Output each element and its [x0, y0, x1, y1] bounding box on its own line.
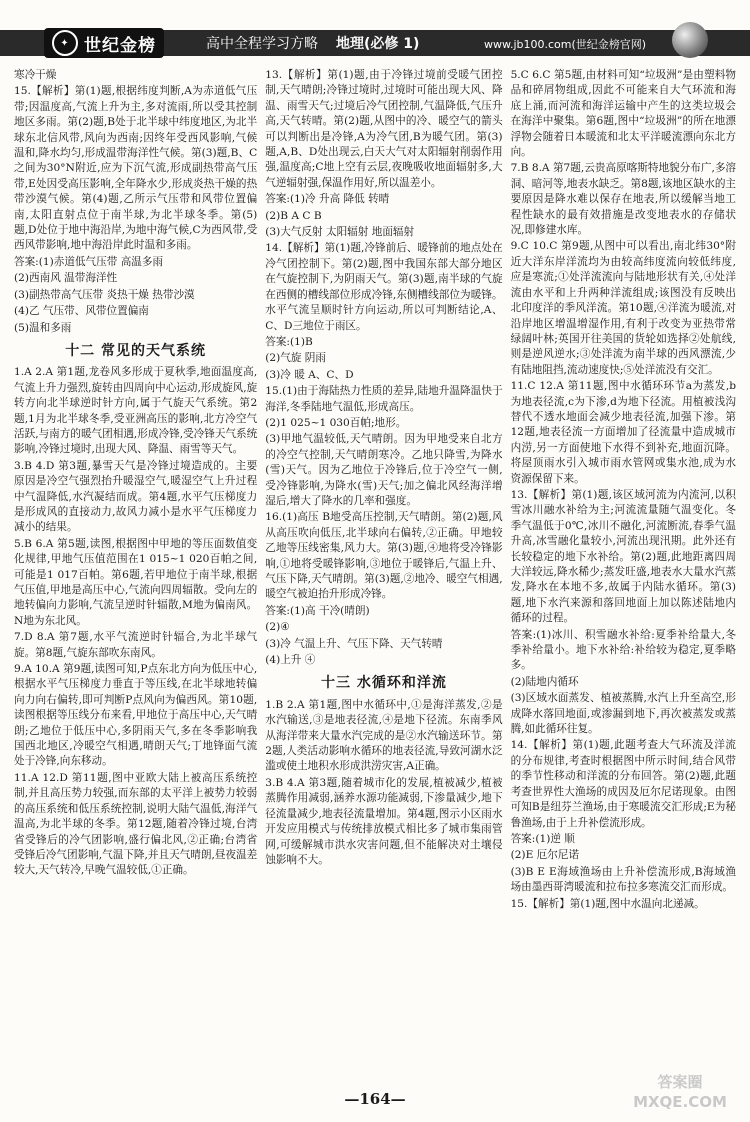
answer-paragraph: (2)E 厄尔尼诺: [510, 849, 580, 862]
answer-paragraph: 1.B 2.A 第1题,图中水循环中,①是海洋蒸发,②是水汽输送,③是地表径流,④是地下径流。东南季风从海洋带来大量水汽完成的是②水汽输送环节。第2题,人类活动影响水循环的地表径流,导致河湖水泛滥或使土地积水形成洪涝灾害,A正确。: [265, 698, 503, 773]
website-url: www.jb100.com(世纪金榜官网): [484, 38, 647, 51]
answer-paragraph: 7.D 8.A 第7题,水平气流逆时针辐合,为北半球气旋。第8题,气旋东部吹东南风。: [14, 631, 258, 659]
column-middle: [265, 68, 502, 1078]
answer-paragraph: 13.【解析】第(1)题,该区域河流为内流河,以积雪冰川融水补给为主;河流流量随气温变化。冬季气温低于0℃,冰川不融化,河流断流,春季气温升高,冰雪融化量较小,河流出现汛期。此外还有长较稳定的地下水补给。第(2)题,此地距离四周大洋较远,降水稀少;蒸发旺盛,地表水大量水汽蒸发,降水在本地不多,故属于内陆水循环。第(3)题,地下水汽来源和落回地面上加以陈述陆地内循环的过程。: [510, 488, 737, 625]
answer-paragraph: 寒冷干燥: [14, 69, 57, 81]
answer-paragraph: (3)甲地气温较低,天气晴朗。因为甲地受来自北方的冷空气控制,天气晴朗寒冷。乙地只降雪,为降水(雪)天气。因为乙地位于冷锋后,位于冷空气一侧,受冷锋影响,为降水(雪)天气;加之偏北风经海洋增湿后,增大了降水的几率和强度。: [265, 433, 503, 507]
answer-paragraph: (2)西南风 温带海洋性: [14, 272, 118, 285]
answer-paragraph: (3)冷 暖 A、C、D: [265, 368, 354, 381]
watermark-logo: [620, 1072, 740, 1116]
answer-paragraph: 3.B 4.D 第3题,暴雪天气是冷锋过境造成的。主要原因是冷空气强烈抬升暖湿空气,暖湿空气上升过程中气温降低,水汽凝结而成。第4题,水平气压梯度力是形成风的直接动力,故风力减小是水平气压梯度力减小的结果。: [14, 459, 258, 534]
answer-paragraph: (3)副热带高气压带 炎热干燥 热带沙漠: [14, 288, 195, 301]
answer-paragraph: 5.B 6.A 第5题,读图,根据图中甲地的等压面数值变化规律,甲地气压值范围在1 015~1 020百帕之间,可能是1 017百帕。第6题,若甲地位于南半球,根据气压值,甲地是高压中心,气流向四周辐散。受向左的地转偏向力影响,气流呈逆时针辐散,M地为偏南风。N地为东北风。: [14, 537, 258, 627]
column-left: [14, 68, 257, 1078]
answer-paragraph: 答案:(1)逆 顺: [510, 832, 575, 845]
answer-paragraph: 13.【解析】第(1)题,由于冷锋过境前受暖气团控制,天气晴朗;冷锋过境时,过境时可能出现大风、降温、雨雪天气;过境后冷气团控制,气温降低,气压升高,天气转晴。第(2)题,从图中的冷、暖空气的箭头可以判断出是冷锋,A为冷气团,B为暖气团。第(3)题,A,B、D处出现云,白天大气对太阳辐射削弱作用强,温度高;C地上空有云层,夜晚吸收地面辐射多,大气逆辐射强,保温作用好,所以温差小。: [265, 69, 503, 189]
answer-paragraph: 15.(1)由于海陆热力性质的差异,陆地升温降温快于海洋,冬季陆地气温低,形成高压。: [265, 385, 503, 413]
answer-paragraph: 1.A 2.A 第1题,龙卷风多形成于夏秋季,地面温度高,气流上升力强烈,旋转由四周向中心运动,形成旋风,旋转方向北半球逆时针方向,属于气旋天气系统。第2题,1月为北半球冬季,受亚洲高压的影响,北方冷空气活跃,与南方的暖气团相遇,形成冷锋,受冷锋天气系统影响,冷锋过境时,出现大风、降温、雨雪等天气。: [14, 366, 258, 456]
answer-paragraph: 14.【解析】第(1)题,此题考查大气环流及洋流的分布规律,考查时根据图中所示时间,结合风带的季节性移动和洋流的分布回答。第(2)题,此题考查世界性大渔场的成因及厄尔尼诺现象。由图可知B是纽芬兰渔场,由于寒暖流交汇形成;E为秘鲁渔场,由于上升补偿流形成。: [510, 739, 737, 829]
answer-paragraph: 15.【解析】第(1)题,图中水温向北递减。: [510, 897, 705, 910]
answer-paragraph: 15.【解析】第(1)题,根据纬度判断,A为赤道低气压带;因温度高,气流上升为主,多对流雨,所以受其控制地区多雨。第(2)题,B处于北半球中纬度地区,为北半球东北信风带,风向为西南;因终年受西风影响,气候温和,降水均匀,形成温带海洋性气候。第(3)题,B、C之间为30°N附近,应为下沉气流,形成副热带高气压带,E处因受高压影响,全年降水少,形成炎热干燥的热带沙漠气候。第(4)题,乙所示气压带和风带位置偏南,太阳直射点位于南半球,为北半球冬季。第(5)题,D处位于地中海沿岸,为地中海气候,C为西风带,受西风带影响,地中海沿岸此时温和多雨。: [14, 85, 258, 252]
book-subject: 地理(必修 1): [336, 36, 420, 52]
page-header: [0, 0, 750, 64]
answer-paragraph: (2)④: [265, 621, 290, 634]
answer-paragraph: (2)1 025~1 030百帕;地形。: [265, 416, 407, 429]
answer-paragraph: 答案:(1)赤道低气压带 高温多雨: [14, 255, 164, 268]
answer-paragraph: (3)大气反射 太阳辐射 地面辐射: [265, 226, 415, 239]
answer-page: [14, 68, 736, 1078]
answer-paragraph: 11.A 12.D 第11题,图中亚欧大陆上被高压系统控制,并且高压势力较强,而东部的太平洋上被势力较弱的高压系统和低压系统控制,说明大陆气温低,海洋气温高,为北半球的冬季。第12题,随着冷锋过境,台湾省受锋后的冷气团影响,盛行偏北风,②正确;台湾省受锋后冷气团影响,气温下降,并且天气晴朗,昼夜温差较大,天气转冷,早晚气温较低,①正确。: [14, 771, 258, 877]
answer-paragraph: (2)气旋 阴雨: [265, 352, 326, 365]
answer-paragraph: 11.C 12.A 第11题,图中水循环环节a为蒸发,b为地表径流,c为下渗,d为地下径流。用植被浅沟替代不透水地面会减少地表径流,加强下渗。第12题,地表径流一方面增加了径流量中造成城市内涝,另一方面使地下水得不到补充,地面沉降。将屋顶雨水引入城市雨水管网或集水池,成为水资源保留下来。: [510, 380, 737, 485]
page-number: —164—: [344, 1090, 406, 1108]
answer-paragraph: 16.(1)高压 B地受高压控制,天气晴朗。第(2)题,风从高压吹向低压,北半球向右偏转,②正确。甲地较乙地等压线密集,风力大。第(3)题,④地将受冷锋影响,①地将受暖锋影响,③地位于暖锋后,气温上升、气压下降,天气晴朗。第(3)题,②地冷、暖空气相遇,暖空气被迫抬升形成冷锋。: [265, 511, 503, 601]
answer-paragraph: (3)区域水面蒸发、植被蒸腾,水汽上升至高空,形成降水落回地面,或渗漏到地下,再次被蒸发或蒸腾,如此循环往复。: [510, 692, 737, 736]
brand-logo: [44, 28, 164, 58]
answer-paragraph: 14.【解析】第(1)题,冷锋前后、暖锋前的地点处在冷气团控制下。第(2)题,图中我国东部大部分地区在气旋控制下,为阴雨天气。第(3)题,南半球的气旋在西侧的槽线部位形成冷锋,东侧槽线部位为暖锋。水平气流呈顺时针方向运动,所以可判断结论,A、C、D三地位于雨区。: [265, 242, 503, 332]
answer-paragraph: (2)陆地内循环: [510, 675, 579, 688]
answer-paragraph: 答案:(1)高 干冷(晴朗): [265, 604, 370, 617]
globe-icon: [672, 22, 708, 58]
section-heading: 十二 常见的天气系统: [65, 342, 207, 359]
answer-paragraph: 3.B 4.A 第3题,随着城市化的发展,植被减少,植被蒸腾作用减弱,涵养水源功能减弱,下渗量减少,地下径流量减少,地表径流量增加。第4题,图示小区雨水开发应用模式与传统排放模式相比多了城市集雨管网,可缓解城市洪水灾害问题,但不能解决对土壤侵蚀影响不大。: [265, 776, 503, 866]
answer-paragraph: (4)乙 气压带、风带位置偏南: [14, 305, 149, 318]
answer-paragraph: (3)B E E海域渔场由上升补偿流形成,B海域渔场由墨西哥湾暖流和拉布拉多寒流交汇而形成。: [510, 865, 737, 894]
answer-paragraph: 9.A 10.A 第9题,读图可知,P点东北方向为低压中心,根据水平气压梯度力垂直于等压线,在北半球地转偏向力向右偏转,即可判断P点风向为偏西风。第10题,读图根据等压线分布来看,甲地位于高压中心,天气晴朗;乙地位于低压中心,多阴雨天气,多在冬季影响我国西北地区,冷暖空气相遇,晴朗天气;丁地锋面气流处于冷锋,向东移动。: [14, 663, 258, 768]
answer-paragraph: 答案:(1)B: [265, 335, 313, 348]
answer-paragraph: (5)温和多雨: [14, 321, 72, 334]
column-right: [511, 68, 736, 1078]
section-heading: 十三 水循环和洋流: [320, 675, 447, 692]
answer-paragraph: (3)冷 气温上升、气压下降、天气转晴: [265, 637, 443, 650]
watermark-line2: MXQE.COM: [633, 1093, 727, 1111]
book-subtitle: 高中全程学习方略: [206, 36, 318, 52]
answer-paragraph: (2)B A C B: [265, 209, 322, 222]
watermark-line1: 答案圈: [657, 1073, 703, 1091]
answer-paragraph: 答案:(1)冰川、积雪融水补给:夏季补给量大,冬季补给量小。地下水补给:补给较为稳定,夏季略多。: [510, 628, 737, 672]
answer-paragraph: 9.C 10.C 第9题,从图中可以看出,南北纬30°附近大洋东岸洋流均为由较高纬度流向较低纬度,应是寒流;①处洋流流向与陆地形状有关,④处洋流由水平和上升两种洋流组成;该图没有反映出北印度洋的季风洋流。第10题,④洋流为暖流,对沿岸地区增温增湿作用,有利于改变为亚热带常绿阔叶林;英国开往美国的货轮如选择②处航线,则是逆风逆水;③处洋流为南半球的西风漂流,少有陆地阻挡,流动速度快;⑤处洋流没有交汇。: [510, 240, 737, 376]
answer-paragraph: 5.C 6.C 第5题,由材料可知“垃圾洲”是由塑料物品和碎屑物组成,因此不可能来自大气环流和海底上涌,而河流和海洋运输中产生的这类垃圾会在海洋中聚集。第6题,图中“垃圾洲”的所在地漂浮物会随着日本暖流和北太平洋暖流漂向东北方向。: [510, 69, 737, 159]
answer-paragraph: 7.B 8.A 第7题,云贵高原喀斯特地貌分布广,多溶洞、暗河等,地表水缺乏。第8题,该地区缺水的主要原因是降水难以保存在地表,所以缓解当地工程性缺水的最有效措施是改变地表水的存储状况,即修建水库。: [510, 162, 737, 237]
brand-name: 世纪金榜: [84, 35, 156, 56]
brand-emblem-icon: ✦: [52, 30, 78, 56]
answer-paragraph: (4)上升 ④: [265, 654, 316, 667]
answer-paragraph: 答案:(1)冷 升高 降低 转晴: [265, 193, 390, 206]
